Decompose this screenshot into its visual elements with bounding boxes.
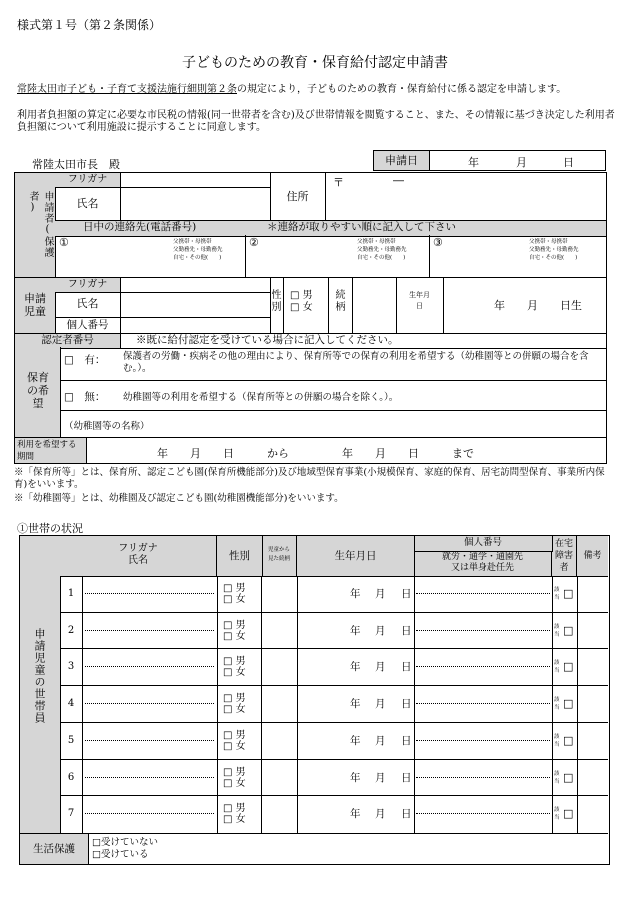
birth-day-label: 日	[401, 808, 412, 821]
table-row	[60, 723, 608, 760]
contact-option-home: 自宅・その他( )	[529, 255, 578, 261]
member-disability-field[interactable]	[552, 723, 578, 759]
member-name-field[interactable]	[82, 686, 218, 722]
childcare-no-row[interactable]	[60, 380, 606, 411]
postal-mark: 〒	[333, 176, 344, 189]
childcare-yes-row[interactable]	[60, 347, 606, 381]
household-rows	[60, 576, 608, 833]
application-form	[14, 172, 607, 464]
id-divider	[416, 593, 550, 594]
birth-month-label: 月	[375, 808, 386, 821]
consent-text: 利用者負担額の算定に必要な市民税の情報(同一世帯者を含む)及び世帯情報を閲覧すること、また、その情報に基づき決定した利用者負担額について利用施設に提示することに同意します。	[17, 110, 615, 133]
disability-checkbox[interactable]: □	[563, 587, 574, 600]
guardian-furigana-label: フリガナ	[55, 173, 121, 188]
apply-date-box	[373, 150, 606, 171]
child-sex-male[interactable]: □ 男	[290, 290, 313, 301]
household-table	[19, 535, 610, 865]
period-field[interactable]	[87, 437, 606, 464]
child-birth-suffix: 年 月 日生	[494, 299, 582, 312]
disability-checkbox[interactable]: □	[563, 807, 574, 821]
contact-option-mobile: 父携帯・母携帯	[529, 239, 568, 245]
member-remarks-field[interactable]	[577, 686, 608, 722]
member-id-work-field[interactable]	[414, 796, 553, 833]
member-sex-female[interactable]: □ 女	[223, 594, 246, 605]
member-sex-options[interactable]	[217, 796, 262, 833]
member-disability-field[interactable]	[552, 796, 578, 833]
guardian-name-label: 氏名	[55, 187, 121, 220]
child-relation-label: 続柄	[329, 277, 353, 333]
row-number: 1	[60, 576, 83, 612]
member-remarks-field[interactable]	[577, 649, 608, 685]
contact-option-work: 父勤務先・母勤務先	[357, 247, 407, 253]
birth-day-label: 日	[401, 771, 412, 784]
member-relation-field[interactable]	[262, 760, 298, 796]
contact-number-3: ③	[433, 236, 443, 249]
member-birth-field[interactable]	[297, 686, 415, 722]
intro-paragraph	[17, 84, 617, 96]
name-divider	[85, 703, 214, 704]
col-id-header: 個人番号	[414, 536, 553, 552]
birth-year-label: 年	[350, 624, 361, 637]
disability-checkbox[interactable]: □	[563, 770, 574, 784]
member-remarks-field[interactable]	[577, 796, 608, 833]
birth-month-label: 月	[375, 624, 386, 637]
birth-day-label: 日	[401, 734, 412, 747]
child-sex-label: 性別	[270, 277, 284, 333]
child-id-label: 個人番号	[55, 317, 121, 334]
member-birth-field[interactable]	[297, 613, 415, 649]
disability-checkbox[interactable]: □	[563, 623, 574, 637]
contact-number-2: ②	[249, 236, 259, 249]
kindergarten-name-label: （幼稚園等の名称）	[64, 421, 150, 432]
member-sex-options[interactable]	[217, 760, 262, 796]
id-divider	[416, 630, 550, 631]
col-remarks-header: 備考	[583, 551, 602, 561]
member-sex-male[interactable]: □ 男	[223, 619, 246, 631]
child-section-label: 申請児童	[15, 277, 56, 334]
welfare-not-receiving-checkbox[interactable]: □受けていない	[92, 837, 158, 848]
birth-year-label: 年	[350, 698, 361, 711]
id-divider	[416, 703, 550, 704]
applicable-label: 該当	[554, 623, 560, 638]
name-divider	[85, 813, 214, 814]
address-field[interactable]	[325, 173, 606, 220]
period-label: 利用を希望する期間	[15, 437, 87, 463]
member-relation-field[interactable]	[262, 723, 298, 759]
welfare-receiving-checkbox[interactable]: □受けている	[92, 849, 149, 860]
child-name-field[interactable]	[120, 291, 271, 317]
member-sex-female[interactable]: □ 女	[223, 630, 246, 642]
household-side-label: 申請児童の世帯員	[20, 536, 61, 863]
apply-day-label: 日	[563, 156, 574, 169]
member-id-work-field[interactable]	[414, 723, 553, 759]
col-disability-header: 在宅障害者	[552, 536, 577, 576]
apply-date-label: 申請日	[374, 151, 430, 170]
child-id-field[interactable]	[120, 317, 271, 334]
birth-year-label: 年	[350, 588, 361, 600]
id-divider	[416, 740, 550, 741]
child-birth-field[interactable]	[444, 277, 606, 334]
cert-number-note: ※既に給付認定を受けている場合に記入してください。	[136, 334, 399, 346]
contact-cell-3[interactable]	[429, 235, 606, 277]
member-disability-field[interactable]	[552, 760, 578, 796]
child-birth-label: 生年月日	[396, 277, 444, 333]
applicable-label: 該当	[554, 697, 560, 712]
member-name-field[interactable]	[82, 576, 218, 612]
member-sex-female[interactable]: □ 女	[223, 704, 246, 716]
form-number: 様式第１号（第２条関係）	[17, 18, 162, 32]
member-sex-options[interactable]	[217, 723, 262, 759]
birth-day-label: 日	[401, 624, 412, 637]
row-number: 4	[60, 686, 83, 722]
member-name-field[interactable]	[82, 613, 218, 649]
address-label: 住所	[270, 173, 326, 220]
childcare-yes-checkbox[interactable]: □ 有：	[64, 354, 106, 366]
note-childcare-facility: ※「保育所等」とは、保育所、認定こども園(保育所機能部分)及び地域型保育事業(小規模保育、家庭的保育、居宅訪問型保育、事業所内保育)をいいます。	[14, 467, 605, 490]
guardian-furigana-field[interactable]	[120, 173, 271, 188]
addressee: 常陸太田市長 殿	[32, 158, 120, 171]
member-sex-male[interactable]: □ 男	[223, 803, 246, 815]
childcare-wish-label: 保育の希望	[15, 347, 61, 437]
member-relation-field[interactable]	[262, 796, 298, 833]
childcare-no-text: 幼稚園等の利用を希望する（保育所等との併願の場合を除く。）。	[123, 392, 399, 403]
birth-month-label: 月	[375, 588, 386, 600]
table-row	[60, 686, 608, 723]
contact-label: 日中の連絡先(電話番号)	[83, 221, 197, 233]
child-sex-female[interactable]: □ 女	[290, 302, 313, 313]
contact-number-1: ①	[59, 236, 69, 249]
contact-option-mobile: 父携帯・母携帯	[173, 239, 212, 245]
member-id-work-field[interactable]	[414, 686, 553, 722]
col-relation-header: 児童から見た続柄	[262, 536, 297, 576]
member-relation-field[interactable]	[262, 686, 298, 722]
row-number: 3	[60, 649, 83, 685]
member-sex-male[interactable]: □ 男	[223, 729, 246, 741]
birth-month-label: 月	[375, 698, 386, 711]
birth-year-label: 年	[350, 808, 361, 821]
applicable-label: 該当	[554, 587, 560, 601]
contact-option-work: 父勤務先・母勤務先	[173, 247, 223, 253]
contact-option-home: 自宅・その他( )	[173, 255, 222, 261]
row-number: 7	[60, 796, 83, 833]
childcare-no-checkbox[interactable]: □ 無：	[64, 391, 106, 403]
member-disability-field[interactable]	[552, 613, 578, 649]
member-birth-field[interactable]	[297, 723, 415, 759]
ordinance-reference: 常陸太田市子ども・子育て支援法施行細則第２条	[17, 84, 237, 95]
member-disability-field[interactable]	[552, 576, 578, 612]
child-name-label: 氏名	[55, 291, 121, 317]
contact-option-mobile: 父携帯・母携帯	[357, 239, 396, 245]
member-sex-male[interactable]: □ 男	[223, 766, 246, 778]
member-name-field[interactable]	[82, 649, 218, 685]
member-relation-field[interactable]	[262, 576, 298, 612]
id-divider	[416, 666, 550, 667]
member-remarks-field[interactable]	[577, 760, 608, 796]
member-disability-field[interactable]	[552, 649, 578, 685]
col-sex-header: 性別	[217, 536, 263, 576]
applicable-label: 該当	[554, 733, 560, 748]
member-remarks-field[interactable]	[577, 576, 608, 612]
disability-checkbox[interactable]: □	[563, 733, 574, 747]
name-divider	[85, 666, 214, 667]
member-disability-field[interactable]	[552, 686, 578, 722]
member-sex-male[interactable]: □ 男	[223, 583, 246, 594]
note-kindergarten: ※「幼稚園等」とは、幼稚園及び認定こども園(幼稚園機能部分)をいいます。	[14, 493, 344, 504]
kindergarten-name-field[interactable]	[60, 410, 606, 437]
birth-day-label: 日	[401, 588, 412, 600]
table-row	[60, 649, 608, 686]
member-birth-field[interactable]	[297, 649, 415, 685]
name-divider	[85, 593, 214, 594]
birth-day-label: 日	[401, 698, 412, 711]
member-sex-female[interactable]: □ 女	[223, 814, 246, 826]
apply-month-label: 月	[516, 156, 527, 169]
contact-option-work: 父勤務先・母勤務先	[529, 247, 579, 253]
welfare-row	[20, 833, 608, 864]
applicable-label: 該当	[554, 660, 560, 675]
member-name-field[interactable]	[82, 796, 218, 833]
member-remarks-field[interactable]	[577, 723, 608, 759]
period-to: 年 月 日 まで	[342, 447, 474, 460]
child-furigana-label: フリガナ	[55, 277, 121, 293]
row-number: 2	[60, 613, 83, 649]
id-divider	[416, 813, 550, 814]
row-number: 6	[60, 760, 83, 796]
intro-text: の規定により，子どものための教育・保育給付に係る認定を申請します。	[237, 84, 567, 95]
member-name-field[interactable]	[82, 760, 218, 796]
member-remarks-field[interactable]	[577, 613, 608, 649]
disability-checkbox[interactable]: □	[563, 660, 574, 674]
id-divider	[416, 777, 550, 778]
name-divider	[85, 740, 214, 741]
col-birth-header: 生年月日	[297, 536, 415, 576]
member-sex-female[interactable]: □ 女	[223, 777, 246, 789]
member-sex-female[interactable]: □ 女	[223, 740, 246, 752]
birth-day-label: 日	[401, 661, 412, 674]
child-relation-field[interactable]	[353, 277, 397, 334]
contact-cell-1[interactable]	[55, 235, 246, 277]
member-id-work-field[interactable]	[414, 760, 553, 796]
guardian-name-field[interactable]	[120, 187, 271, 220]
disability-checkbox[interactable]: □	[563, 697, 574, 711]
contact-option-home: 自宅・その他( )	[357, 255, 406, 261]
period-from: 年 月 日 から	[157, 447, 289, 460]
member-id-work-field[interactable]	[414, 576, 553, 612]
table-row	[60, 760, 608, 797]
birth-year-label: 年	[350, 734, 361, 747]
member-sex-male[interactable]: □ 男	[223, 656, 246, 668]
member-relation-field[interactable]	[262, 649, 298, 685]
contact-cell-2[interactable]	[245, 235, 430, 277]
page-title: 子どものための教育・保育給付認定申請書	[182, 55, 448, 71]
member-id-work-field[interactable]	[414, 649, 553, 685]
member-relation-field[interactable]	[262, 613, 298, 649]
member-sex-options[interactable]	[217, 686, 262, 722]
name-divider	[85, 630, 214, 631]
birth-year-label: 年	[350, 771, 361, 784]
table-row	[60, 796, 608, 833]
name-divider	[85, 777, 214, 778]
member-id-work-field[interactable]	[414, 613, 553, 649]
member-birth-field[interactable]	[297, 796, 415, 833]
child-sex-options[interactable]	[284, 277, 329, 333]
member-birth-field[interactable]	[297, 576, 415, 612]
guardian-section-label: 申請者(保護者)	[15, 173, 56, 277]
col-work-header: 就労・通学・通園先 又は単身赴任先	[414, 551, 552, 576]
member-sex-options[interactable]	[217, 649, 262, 685]
member-sex-female[interactable]: □ 女	[223, 667, 246, 679]
childcare-yes-text: 保護者の労働・疾病その他の理由により、保育所等での保育の利用を希望する（幼稚園等との併願の場合を含む。）。	[123, 351, 589, 374]
table-row	[60, 613, 608, 650]
col-name-header: フリガナ 氏名	[60, 536, 217, 576]
row-number: 5	[60, 723, 83, 759]
household-section-title: ①世帯の状況	[17, 522, 83, 535]
birth-month-label: 月	[375, 734, 386, 747]
member-sex-male[interactable]: □ 男	[223, 693, 246, 705]
welfare-label: 生活保護	[20, 834, 89, 864]
member-sex-options[interactable]	[217, 576, 262, 612]
applicable-label: 該当	[554, 807, 560, 822]
table-row	[60, 576, 608, 613]
birth-year-label: 年	[350, 661, 361, 674]
notes	[14, 467, 614, 505]
birth-month-label: 月	[375, 771, 386, 784]
cert-number-label: 認定者番号	[15, 333, 121, 349]
postal-dash: ―	[393, 174, 404, 187]
applicable-label: 該当	[554, 770, 560, 785]
member-name-field[interactable]	[82, 723, 218, 759]
member-sex-options[interactable]	[217, 613, 262, 649]
birth-month-label: 月	[375, 661, 386, 674]
member-birth-field[interactable]	[297, 760, 415, 796]
contact-note: ＊連絡が取りやすい順に記入して下さい	[267, 221, 456, 233]
apply-year-label: 年	[468, 156, 479, 169]
